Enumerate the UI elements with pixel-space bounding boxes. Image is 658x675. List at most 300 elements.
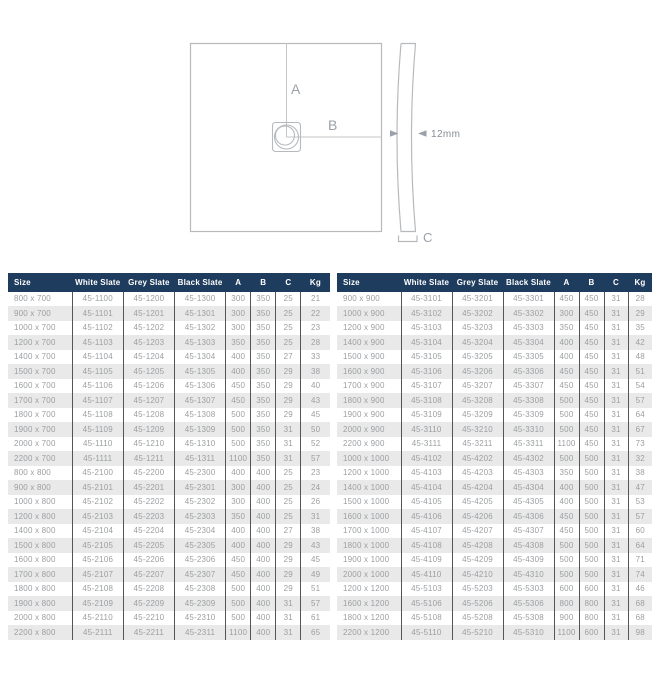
grey-slate-code: 45-3206	[452, 364, 503, 379]
weight-cell: 53	[628, 495, 652, 510]
black-slate-code: 45-4310	[503, 567, 554, 582]
size-cell: 1800 x 700	[14, 410, 56, 420]
spec-row	[8, 306, 330, 321]
dim-a-cell: 600	[554, 582, 579, 597]
white-slate-code: 45-1110	[72, 437, 123, 452]
dim-b-cell: 450	[579, 393, 604, 408]
grey-slate-code: 45-3211	[452, 437, 503, 452]
spec-row	[8, 495, 330, 510]
dim-a-cell: 500	[554, 451, 579, 466]
spec-row	[8, 524, 330, 539]
white-slate-code: 45-4107	[401, 524, 452, 539]
dim-b-cell: 400	[251, 625, 276, 640]
white-slate-code: 45-5108	[401, 611, 452, 626]
grey-slate-code: 45-5203	[452, 582, 503, 597]
dim-c-cell: 31	[604, 567, 628, 582]
black-slate-code: 45-3308	[503, 393, 554, 408]
spec-row	[337, 422, 652, 437]
dim-a-cell: 800	[554, 596, 579, 611]
weight-cell: 29	[628, 306, 652, 321]
size-cell: 1000 x 1000	[337, 451, 401, 466]
weight-cell: 47	[628, 480, 652, 495]
dim-a-cell: 300	[226, 495, 251, 510]
size-cell: 900 x 900	[343, 294, 380, 304]
white-slate-code: 45-4109	[401, 553, 452, 568]
size-cell: 900 x 700	[8, 306, 72, 321]
dim-b-cell: 500	[579, 509, 604, 524]
weight-cell: 23	[301, 466, 330, 481]
white-slate-code: 45-3102	[401, 306, 452, 321]
spec-row	[337, 553, 652, 568]
size-cell: 1200 x 700	[8, 335, 72, 350]
size-cell: 1400 x 800	[14, 526, 56, 536]
black-slate-code: 45-2300	[175, 466, 226, 481]
dim-a-cell: 450	[554, 292, 579, 307]
dim-b-cell: 450	[579, 306, 604, 321]
dim-c-cell: 31	[604, 596, 628, 611]
dim-c-cell: 31	[604, 350, 628, 365]
spec-row	[337, 509, 652, 524]
black-slate-code: 45-5303	[503, 582, 554, 597]
spec-row	[8, 582, 330, 597]
grey-slate-code: 45-4206	[452, 509, 503, 524]
dim-b-cell: 350	[251, 335, 276, 350]
white-slate-code: 45-1108	[72, 408, 123, 423]
white-slate-code: 45-3106	[401, 364, 452, 379]
dim-c-cell: 31	[276, 611, 301, 626]
weight-cell: 35	[628, 321, 652, 336]
white-slate-code: 45-5103	[401, 582, 452, 597]
size-cell: 1600 x 900	[337, 364, 401, 379]
dim-b-cell: 450	[579, 379, 604, 394]
spec-row	[337, 350, 652, 365]
dim-c-cell: 31	[604, 292, 628, 307]
dimension-label-a: A	[291, 81, 301, 97]
thickness-label: 12mm	[431, 129, 461, 140]
black-slate-code: 45-3304	[503, 335, 554, 350]
grey-slate-code: 45-2206	[123, 553, 174, 568]
spec-row	[337, 408, 652, 423]
dim-b-cell: 400	[251, 582, 276, 597]
grey-slate-code: 45-3205	[452, 350, 503, 365]
grey-slate-code: 45-1200	[123, 292, 174, 307]
black-slate-code: 45-1300	[175, 292, 226, 307]
weight-cell: 48	[628, 350, 652, 365]
dim-c-cell: 29	[276, 379, 301, 394]
dim-a-cell: 500	[554, 538, 579, 553]
size-cell: 1700 x 1000	[343, 526, 390, 536]
c-dimension-bracket	[399, 236, 418, 242]
black-slate-code: 45-4304	[503, 480, 554, 495]
dim-c-cell: 31	[276, 422, 301, 437]
grey-slate-code: 45-4204	[452, 480, 503, 495]
weight-cell: 21	[301, 292, 330, 307]
weight-cell: 52	[301, 437, 330, 452]
dim-c-cell: 31	[604, 466, 628, 481]
dimension-label-b: B	[328, 117, 338, 133]
spec-row	[8, 364, 330, 379]
dim-a-cell: 400	[554, 350, 579, 365]
dim-c-cell: 31	[276, 625, 301, 640]
black-slate-code: 45-2310	[175, 611, 226, 626]
dim-a-cell: 300	[226, 306, 251, 321]
size-cell: 1600 x 800	[14, 555, 56, 565]
dim-b-cell: 500	[579, 524, 604, 539]
dim-b-cell: 450	[579, 437, 604, 452]
weight-cell: 64	[628, 408, 652, 423]
grey-slate-code: 45-2201	[123, 480, 174, 495]
column-header-white-slate: White Slate	[72, 273, 123, 292]
dim-c-cell: 29	[276, 393, 301, 408]
dim-c-cell: 31	[604, 437, 628, 452]
white-slate-code: 45-3107	[401, 379, 452, 394]
dim-a-cell: 500	[554, 553, 579, 568]
dim-c-cell: 31	[604, 582, 628, 597]
grey-slate-code: 45-2202	[123, 495, 174, 510]
column-header-size: Size	[8, 273, 72, 292]
dim-b-cell: 400	[251, 611, 276, 626]
grey-slate-code: 45-1209	[123, 422, 174, 437]
spec-row	[337, 306, 652, 321]
size-cell: 1000 x 900	[337, 306, 401, 321]
black-slate-code: 45-1306	[175, 379, 226, 394]
dim-b-cell: 450	[579, 292, 604, 307]
spec-row	[337, 335, 652, 350]
dim-a-cell: 1100	[554, 625, 579, 640]
dim-b-cell: 450	[579, 364, 604, 379]
dim-c-cell: 31	[604, 495, 628, 510]
dim-a-cell: 400	[226, 466, 251, 481]
dim-a-cell: 450	[226, 553, 251, 568]
size-cell: 1400 x 900	[337, 335, 401, 350]
dim-c-cell: 31	[604, 306, 628, 321]
dim-a-cell: 1100	[554, 437, 579, 452]
size-cell: 1900 x 1000	[343, 555, 390, 565]
spec-row	[8, 611, 330, 626]
size-cell: 1200 x 1000	[343, 468, 390, 478]
white-slate-code: 45-2104	[72, 524, 123, 539]
white-slate-code: 45-5110	[401, 625, 452, 640]
black-slate-code: 45-2303	[175, 509, 226, 524]
dim-c-cell: 25	[276, 335, 301, 350]
weight-cell: 40	[301, 379, 330, 394]
grey-slate-code: 45-1210	[123, 437, 174, 452]
weight-cell: 51	[301, 582, 330, 597]
grey-slate-code: 45-1205	[123, 364, 174, 379]
white-slate-code: 45-4108	[401, 538, 452, 553]
dim-b-cell: 400	[251, 495, 276, 510]
dim-a-cell: 300	[226, 480, 251, 495]
black-slate-code: 45-1303	[175, 335, 226, 350]
weight-cell: 31	[301, 509, 330, 524]
weight-cell: 61	[301, 611, 330, 626]
size-cell: 2000 x 900	[337, 422, 401, 437]
grey-slate-code: 45-3204	[452, 335, 503, 350]
dim-b-cell: 800	[579, 596, 604, 611]
weight-cell: 24	[301, 480, 330, 495]
size-cell: 1200 x 800	[8, 509, 72, 524]
dim-b-cell: 400	[251, 480, 276, 495]
weight-cell: 28	[301, 335, 330, 350]
dim-b-cell: 400	[251, 567, 276, 582]
grey-slate-code: 45-2209	[123, 596, 174, 611]
dim-b-cell: 350	[251, 408, 276, 423]
grey-slate-code: 45-3203	[452, 321, 503, 336]
column-header-kg: Kg	[301, 273, 330, 292]
white-slate-code: 45-2111	[72, 625, 123, 640]
weight-cell: 43	[301, 393, 330, 408]
dim-b-cell: 350	[251, 422, 276, 437]
white-slate-code: 45-4104	[401, 480, 452, 495]
size-cell: 1600 x 1000	[337, 509, 401, 524]
white-slate-code: 45-2108	[72, 582, 123, 597]
size-cell: 1700 x 700	[8, 393, 72, 408]
dim-a-cell: 1100	[226, 625, 251, 640]
black-slate-code: 45-1302	[175, 321, 226, 336]
size-cell: 1400 x 700	[14, 352, 56, 362]
dim-b-cell: 400	[251, 509, 276, 524]
size-cell: 1000 x 700	[14, 323, 56, 333]
weight-cell: 28	[628, 292, 652, 307]
spec-row	[8, 451, 330, 466]
dim-a-cell: 450	[226, 379, 251, 394]
spec-row	[337, 393, 652, 408]
white-slate-code: 45-4105	[401, 495, 452, 510]
black-slate-code: 45-2306	[175, 553, 226, 568]
grey-slate-code: 45-1202	[123, 321, 174, 336]
spec-row	[8, 335, 330, 350]
grey-slate-code: 45-5208	[452, 611, 503, 626]
spec-row	[337, 321, 652, 336]
header-row	[337, 273, 652, 292]
weight-cell: 33	[301, 350, 330, 365]
black-slate-code: 45-2308	[175, 582, 226, 597]
spec-row	[8, 538, 330, 553]
white-slate-code: 45-2105	[72, 538, 123, 553]
dim-a-cell: 400	[226, 364, 251, 379]
white-slate-code: 45-3104	[401, 335, 452, 350]
weight-cell: 38	[301, 364, 330, 379]
white-slate-code: 45-1111	[72, 451, 123, 466]
spec-row	[8, 480, 330, 495]
dim-a-cell: 300	[554, 306, 579, 321]
size-cell: 1800 x 900	[337, 393, 401, 408]
white-slate-code: 45-1101	[72, 306, 123, 321]
weight-cell: 68	[628, 611, 652, 626]
white-slate-code: 45-2109	[72, 596, 123, 611]
white-slate-code: 45-2107	[72, 567, 123, 582]
column-header-c: C	[276, 273, 301, 292]
white-slate-code: 45-1105	[72, 364, 123, 379]
column-header-c: C	[604, 273, 628, 292]
column-header-b: B	[251, 273, 276, 292]
black-slate-code: 45-4308	[503, 538, 554, 553]
weight-cell: 23	[301, 321, 330, 336]
black-slate-code: 45-3302	[503, 306, 554, 321]
black-slate-code: 45-3310	[503, 422, 554, 437]
white-slate-code: 45-3105	[401, 350, 452, 365]
dim-a-cell: 350	[554, 321, 579, 336]
grey-slate-code: 45-3207	[452, 379, 503, 394]
dim-a-cell: 500	[226, 422, 251, 437]
dim-a-cell: 400	[226, 350, 251, 365]
white-slate-code: 45-1106	[72, 379, 123, 394]
dim-c-cell: 31	[604, 553, 628, 568]
dim-b-cell: 450	[579, 335, 604, 350]
weight-cell: 71	[628, 553, 652, 568]
size-cell: 2200 x 800	[8, 625, 72, 640]
column-header-black-slate: Black Slate	[175, 273, 226, 292]
spec-row	[8, 509, 330, 524]
white-slate-code: 45-2102	[72, 495, 123, 510]
black-slate-code: 45-5306	[503, 596, 554, 611]
grey-slate-code: 45-1206	[123, 379, 174, 394]
column-header-black-slate: Black Slate	[503, 273, 554, 292]
size-cell: 1800 x 800	[14, 584, 56, 594]
white-slate-code: 45-1100	[72, 292, 123, 307]
dim-b-cell: 400	[251, 466, 276, 481]
white-slate-code: 45-4103	[401, 466, 452, 481]
weight-cell: 57	[301, 451, 330, 466]
white-slate-code: 45-1104	[72, 350, 123, 365]
dim-c-cell: 31	[276, 451, 301, 466]
dim-c-cell: 25	[276, 495, 301, 510]
dim-a-cell: 500	[226, 582, 251, 597]
grey-slate-code: 45-4203	[452, 466, 503, 481]
white-slate-code: 45-3111	[401, 437, 452, 452]
dim-c-cell: 31	[276, 437, 301, 452]
spec-row	[8, 379, 330, 394]
white-slate-code: 45-2110	[72, 611, 123, 626]
dim-a-cell: 450	[554, 364, 579, 379]
spec-row	[337, 582, 652, 597]
black-slate-code: 45-4309	[503, 553, 554, 568]
dim-a-cell: 450	[226, 393, 251, 408]
dim-c-cell: 31	[604, 422, 628, 437]
dim-b-cell: 500	[579, 451, 604, 466]
weight-cell: 57	[628, 393, 652, 408]
size-cell: 1500 x 900	[343, 352, 385, 362]
dim-b-cell: 350	[251, 379, 276, 394]
spec-table-right	[337, 273, 652, 640]
dim-c-cell: 25	[276, 306, 301, 321]
grey-slate-code: 45-2211	[123, 625, 174, 640]
column-header-kg: Kg	[628, 273, 652, 292]
spec-row	[8, 553, 330, 568]
weight-cell: 65	[301, 625, 330, 640]
size-cell: 1900 x 900	[343, 410, 385, 420]
dim-a-cell: 450	[554, 524, 579, 539]
size-cell: 1200 x 1200	[343, 584, 390, 594]
grey-slate-code: 45-2208	[123, 582, 174, 597]
spec-row	[8, 596, 330, 611]
weight-cell: 46	[628, 582, 652, 597]
grey-slate-code: 45-4208	[452, 538, 503, 553]
dim-b-cell: 450	[579, 422, 604, 437]
dim-c-cell: 29	[276, 567, 301, 582]
size-cell: 1600 x 1200	[337, 596, 401, 611]
dim-a-cell: 500	[554, 393, 579, 408]
white-slate-code: 45-2106	[72, 553, 123, 568]
black-slate-code: 45-2301	[175, 480, 226, 495]
grey-slate-code: 45-4210	[452, 567, 503, 582]
dim-c-cell: 31	[604, 480, 628, 495]
dim-c-cell: 25	[276, 509, 301, 524]
black-slate-code: 45-2307	[175, 567, 226, 582]
spec-row	[337, 466, 652, 481]
dim-c-cell: 29	[276, 364, 301, 379]
dim-c-cell: 31	[604, 611, 628, 626]
grey-slate-code: 45-3209	[452, 408, 503, 423]
weight-cell: 57	[628, 509, 652, 524]
dim-b-cell: 350	[251, 393, 276, 408]
black-slate-code: 45-1310	[175, 437, 226, 452]
column-header-b: B	[579, 273, 604, 292]
dim-b-cell: 350	[251, 451, 276, 466]
spec-row	[337, 538, 652, 553]
dim-c-cell: 25	[276, 466, 301, 481]
dim-a-cell: 500	[226, 611, 251, 626]
size-cell: 1200 x 900	[343, 323, 385, 333]
column-header-white-slate: White Slate	[401, 273, 452, 292]
weight-cell: 45	[301, 553, 330, 568]
grey-slate-code: 45-2207	[123, 567, 174, 582]
spec-row	[337, 292, 652, 307]
size-cell: 1400 x 1000	[337, 480, 401, 495]
spec-row	[337, 596, 652, 611]
black-slate-code: 45-4306	[503, 509, 554, 524]
black-slate-code: 45-1309	[175, 422, 226, 437]
weight-cell: 51	[628, 364, 652, 379]
dim-b-cell: 500	[579, 567, 604, 582]
dim-b-cell: 400	[251, 538, 276, 553]
size-cell: 1500 x 700	[8, 364, 72, 379]
dim-c-cell: 31	[604, 408, 628, 423]
dim-a-cell: 350	[226, 509, 251, 524]
grey-slate-code: 45-2203	[123, 509, 174, 524]
spec-row	[8, 625, 330, 640]
white-slate-code: 45-2100	[72, 466, 123, 481]
dim-a-cell: 450	[554, 379, 579, 394]
spec-row	[8, 437, 330, 452]
dim-c-cell: 31	[604, 625, 628, 640]
dim-a-cell: 400	[226, 538, 251, 553]
spec-row	[8, 422, 330, 437]
grey-slate-code: 45-2205	[123, 538, 174, 553]
dim-b-cell: 800	[579, 611, 604, 626]
size-cell: 2200 x 900	[343, 439, 385, 449]
side-profile	[397, 44, 416, 232]
size-cell: 1900 x 700	[8, 422, 72, 437]
black-slate-code: 45-2305	[175, 538, 226, 553]
spec-row	[8, 567, 330, 582]
black-slate-code: 45-1311	[175, 451, 226, 466]
white-slate-code: 45-3103	[401, 321, 452, 336]
dim-c-cell: 29	[276, 408, 301, 423]
dim-a-cell: 500	[554, 422, 579, 437]
dim-c-cell: 29	[276, 582, 301, 597]
black-slate-code: 45-3309	[503, 408, 554, 423]
size-cell: 1000 x 800	[14, 497, 56, 507]
grey-slate-code: 45-2210	[123, 611, 174, 626]
spec-row	[337, 437, 652, 452]
weight-cell: 64	[628, 538, 652, 553]
size-cell: 1600 x 700	[14, 381, 56, 391]
size-cell: 2200 x 700	[8, 451, 72, 466]
dim-c-cell: 31	[604, 393, 628, 408]
black-slate-code: 45-4305	[503, 495, 554, 510]
spec-row	[337, 451, 652, 466]
